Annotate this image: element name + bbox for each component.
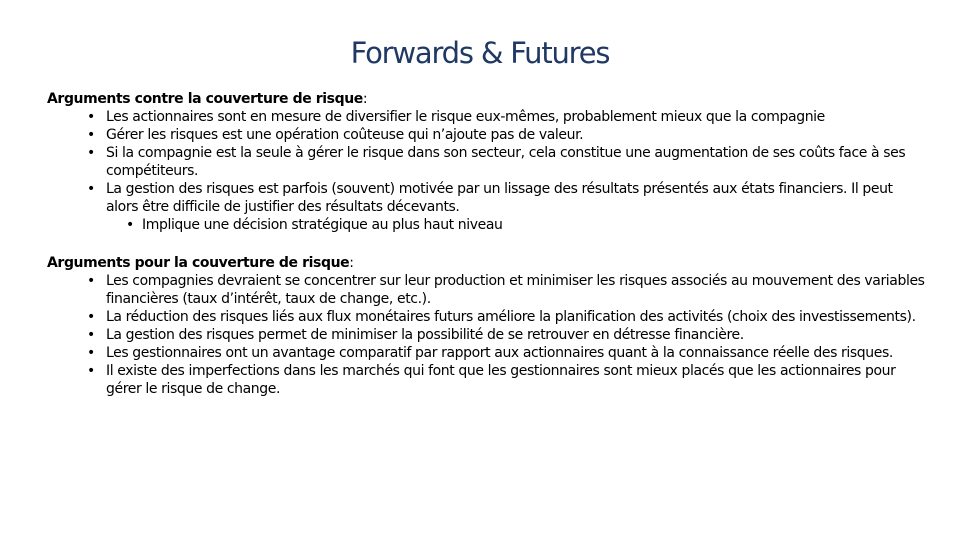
sub-bullet-against-4-1: • Implique une décision stratégique au plus haut niveau bbox=[47, 216, 927, 234]
section-heading-against bbox=[47, 90, 927, 108]
bullet-against-1: • Les actionnaires sont en mesure de diversifier le risque eux-mêmes, probablement mieux que la compagnie bbox=[47, 108, 927, 126]
slide-title: Forwards & Futures bbox=[350, 36, 610, 70]
section-heading-against-text: Arguments contre la couverture de risque bbox=[47, 91, 363, 107]
bullet-for-4: • Les gestionnaires ont un avantage comparatif par rapport aux actionnaires quant à la connaissance réelle des risques. bbox=[47, 344, 927, 362]
section-heading-for-colon: : bbox=[349, 255, 354, 271]
bullet-for-2: • La réduction des risques liés aux flux monétaires futurs améliore la planification des activités (choix des investissements). bbox=[47, 308, 927, 326]
bullet-list-for bbox=[47, 272, 927, 398]
bullet-against-4: • La gestion des risques est parfois (souvent) motivée par un lissage des résultats présentés aux états financiers. Il peut alors être difficile de justifier des résultats décevants. bbox=[47, 180, 927, 216]
bullet-against-3: • Si la compagnie est la seule à gérer le risque dans son secteur, cela constitue une augmentation de ses coûts face à ses compétiteurs. bbox=[47, 144, 927, 180]
section-heading-against-colon: : bbox=[362, 91, 368, 107]
slide-body bbox=[47, 90, 927, 398]
section-spacer bbox=[47, 234, 927, 254]
bullet-list-against bbox=[47, 108, 927, 234]
bullet-for-1: • Les compagnies devraient se concentrer sur leur production et minimiser les risques associés au mouvement des variables financières (taux d’intérêt, taux de change, etc.). bbox=[47, 272, 927, 308]
section-heading-for bbox=[47, 254, 927, 272]
bullet-for-3: • La gestion des risques permet de minimiser la possibilité de se retrouver en détresse financière. bbox=[47, 326, 927, 344]
bullet-for-5: • Il existe des imperfections dans les marchés qui font que les gestionnaires sont mieux placés que les actionnaires pour gérer le risque de change. bbox=[47, 362, 927, 398]
bullet-against-2: • Gérer les risques est une opération coûteuse qui n’ajoute pas de valeur. bbox=[47, 126, 927, 144]
section-heading-for-text: Arguments pour la couverture de risque bbox=[47, 255, 350, 271]
